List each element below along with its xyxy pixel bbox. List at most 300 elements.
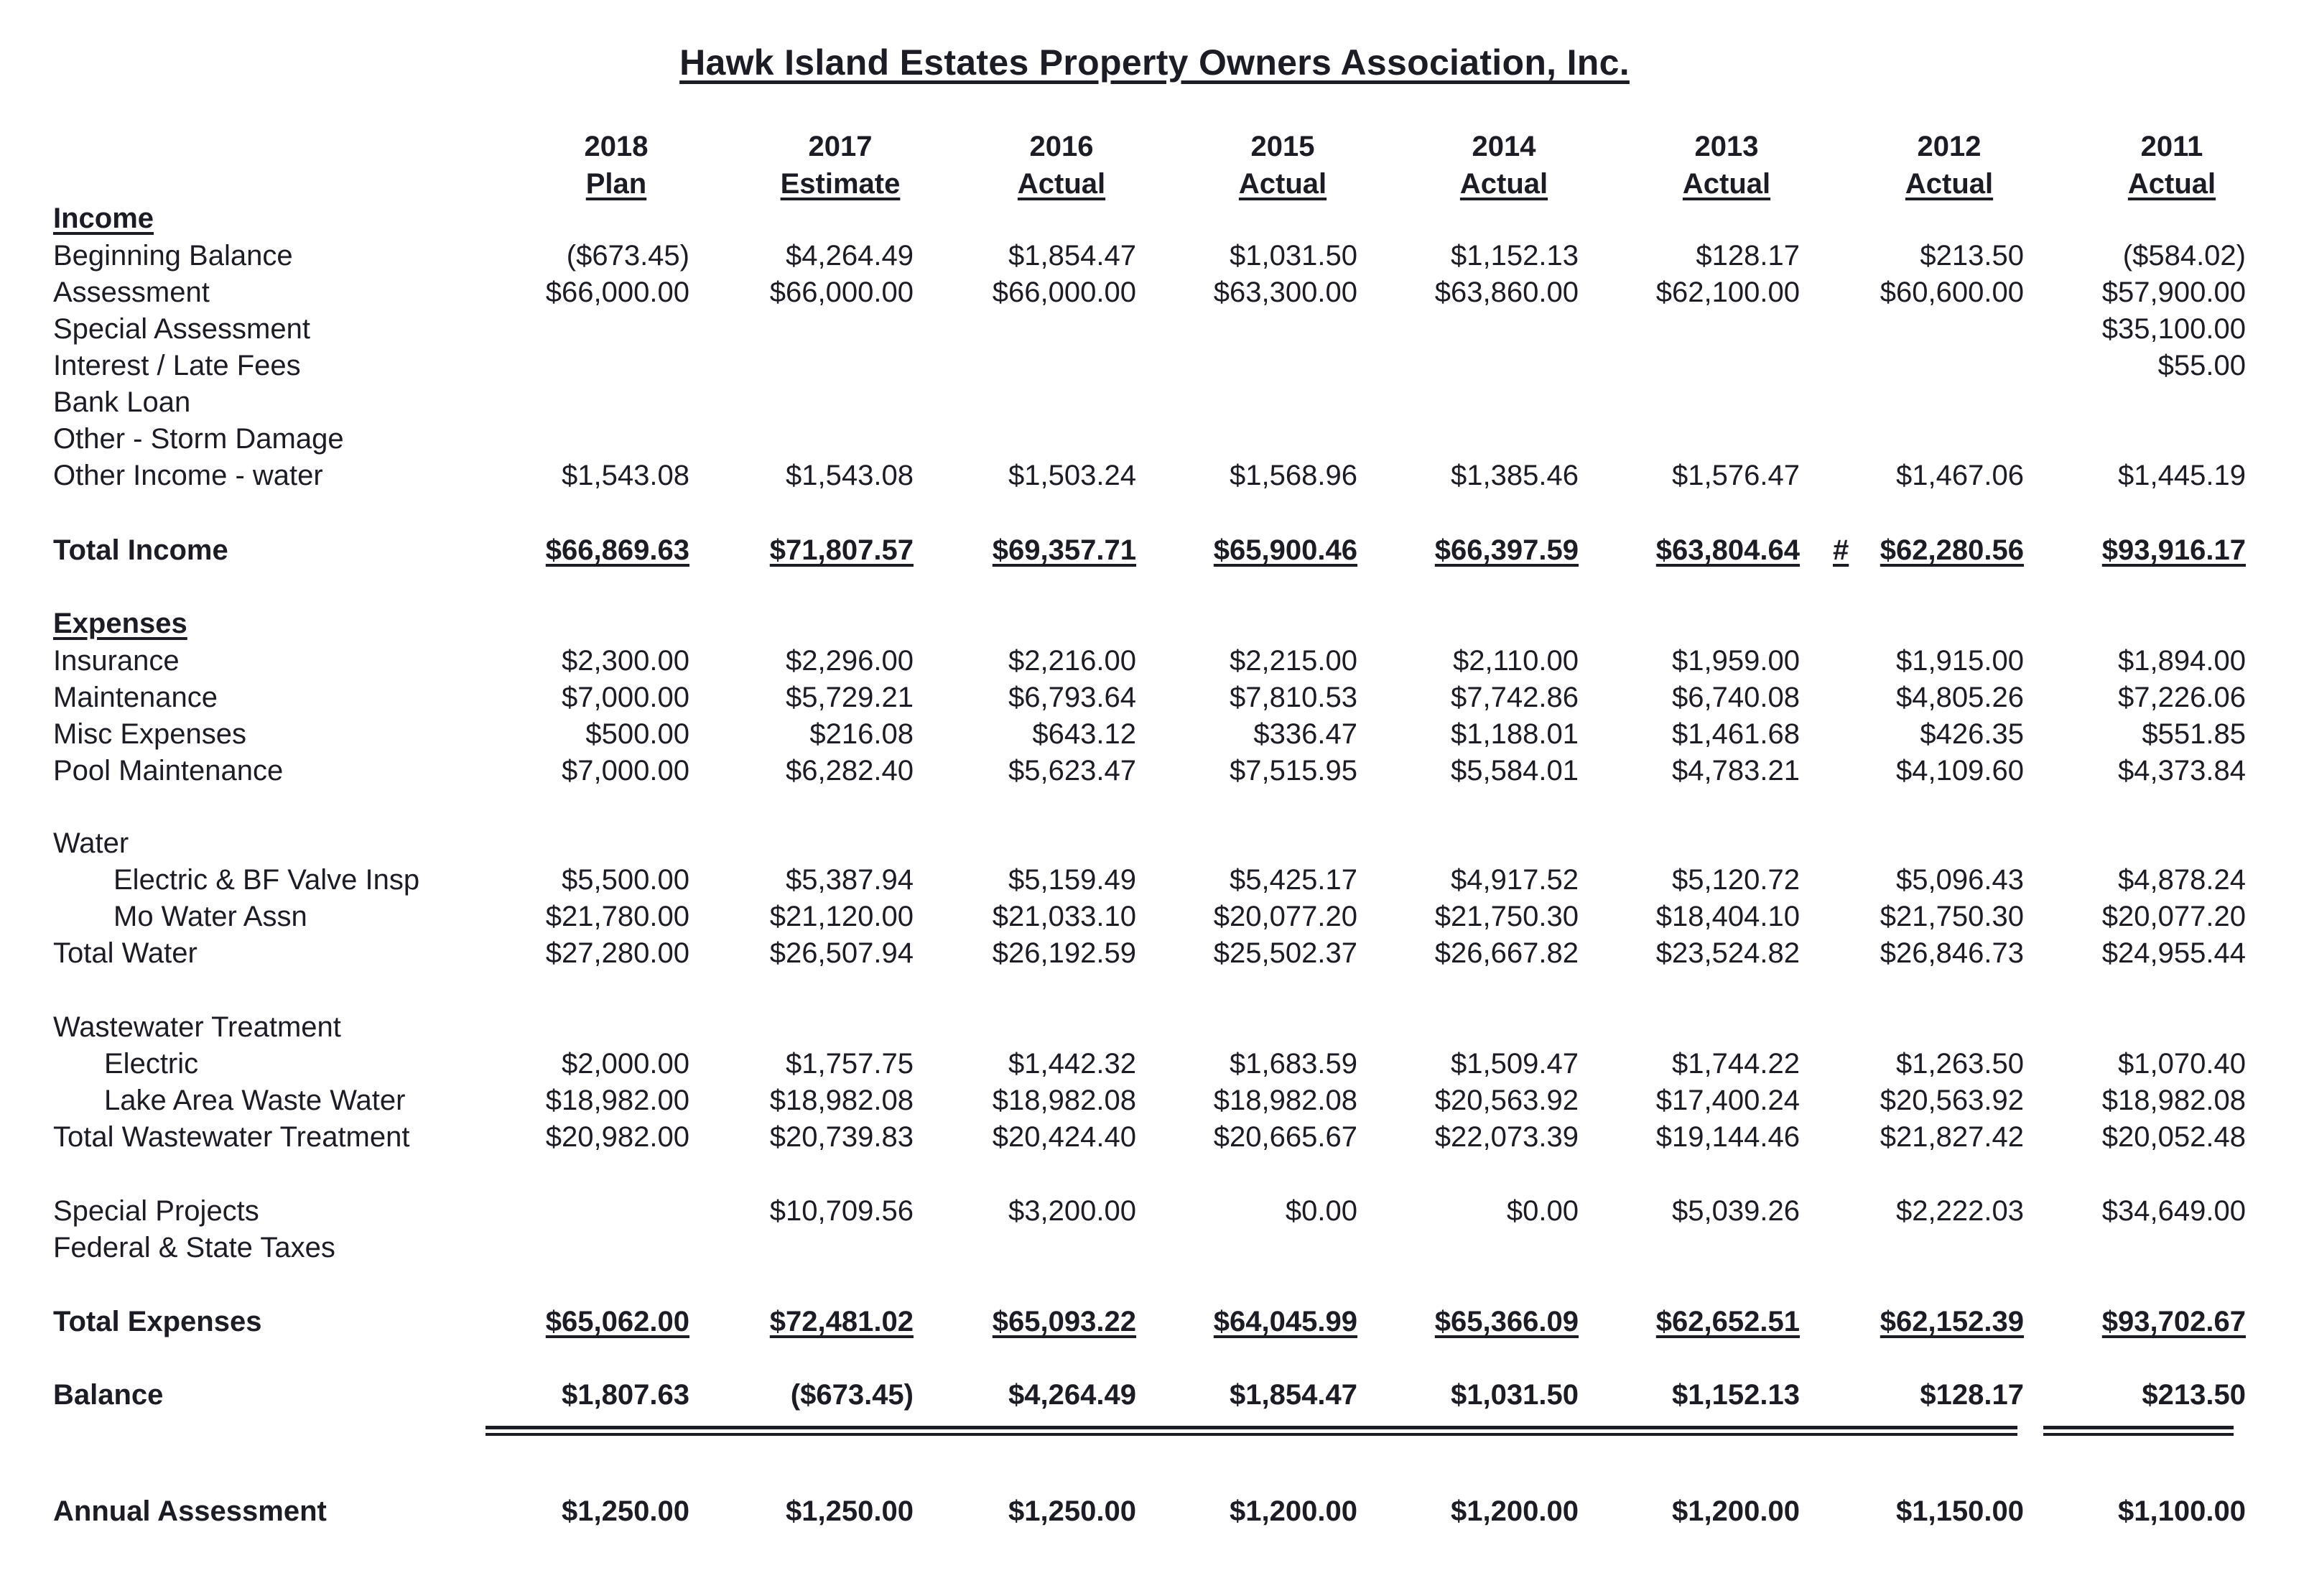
row-label: Total Wastewater Treatment xyxy=(53,1121,410,1153)
cell-2013 xyxy=(1570,752,1800,789)
row-label: Insurance xyxy=(53,645,180,677)
cell-value: $17,400.24 xyxy=(1655,1085,1800,1116)
cell-value: $65,093.22 xyxy=(992,1306,1136,1337)
cell-value: $1,543.08 xyxy=(562,460,689,491)
cell-2016 xyxy=(906,1376,1136,1414)
cell-2018 xyxy=(460,532,689,569)
cell-value: $5,425.17 xyxy=(1230,864,1357,896)
cell-2016 xyxy=(906,1082,1136,1119)
cell-value: $21,120.00 xyxy=(769,901,914,932)
cell-value: $34,649.00 xyxy=(2101,1195,2246,1227)
cell-value: $7,742.86 xyxy=(1451,682,1579,713)
row-label: Interest / Late Fees xyxy=(53,350,301,381)
cell-2011 xyxy=(2016,898,2246,935)
cell-value: $5,159.49 xyxy=(1008,864,1136,896)
cell-2015 xyxy=(1128,861,1357,899)
column-year: 2015 xyxy=(1250,131,1315,162)
cell-2013 xyxy=(1570,1118,1800,1156)
column-header-2014 xyxy=(1411,128,1597,203)
cell-value: $20,077.20 xyxy=(2101,901,2246,932)
cell-2017 xyxy=(684,237,914,274)
cell-2017 xyxy=(684,274,914,311)
cell-2016 xyxy=(906,457,1136,494)
section-heading-water xyxy=(0,825,2309,862)
cell-value: $66,869.63 xyxy=(545,534,689,566)
cell-value: $18,982.08 xyxy=(1213,1085,1357,1116)
cell-2011 xyxy=(2016,1045,2246,1082)
section-heading: Water xyxy=(53,827,129,859)
cell-2018 xyxy=(460,1376,689,1414)
cell-value: $18,982.08 xyxy=(769,1085,914,1116)
cell-value: $0.00 xyxy=(1285,1195,1357,1227)
cell-2011 xyxy=(2016,457,2246,494)
cell-value: $57,900.00 xyxy=(2101,277,2246,308)
cell-value: $27,280.00 xyxy=(545,937,689,969)
cell-value: $63,860.00 xyxy=(1434,277,1579,308)
column-year: 2018 xyxy=(584,131,649,162)
table-row-electric xyxy=(0,1045,2309,1082)
cell-2014 xyxy=(1349,1303,1579,1340)
cell-2014 xyxy=(1349,532,1579,569)
cell-value: $1,031.50 xyxy=(1230,240,1357,272)
cell-value: $5,096.43 xyxy=(1896,864,2024,896)
cell-value: $1,509.47 xyxy=(1451,1048,1579,1080)
column-year: 2013 xyxy=(1694,131,1759,162)
cell-value: $7,000.00 xyxy=(562,755,689,787)
cell-value: $1,152.13 xyxy=(1451,240,1579,272)
cell-2015 xyxy=(1128,679,1357,716)
table-row-interest-late-fees xyxy=(0,347,2309,384)
cell-2012 xyxy=(1794,532,2024,569)
cell-2013 xyxy=(1570,1303,1800,1340)
cell-value: $1,385.46 xyxy=(1451,460,1579,491)
cell-2012 xyxy=(1794,1045,2024,1082)
cell-value: $643.12 xyxy=(1032,718,1136,750)
cell-2013 xyxy=(1570,1192,1800,1230)
cell-value: $62,280.56 xyxy=(1880,534,2024,566)
cell-2017 xyxy=(684,679,914,716)
cell-value: $5,120.72 xyxy=(1672,864,1800,896)
cell-2015 xyxy=(1128,274,1357,311)
cell-value: $1,757.75 xyxy=(786,1048,914,1080)
cell-2014 xyxy=(1349,1192,1579,1230)
cell-2011 xyxy=(2016,274,2246,311)
cell-2017 xyxy=(684,1493,914,1530)
cell-2017 xyxy=(684,934,914,972)
cell-value: $1,200.00 xyxy=(1451,1495,1579,1527)
column-header-2016 xyxy=(968,128,1155,203)
cell-value: $1,200.00 xyxy=(1230,1495,1357,1527)
cell-value: $1,467.06 xyxy=(1896,460,2024,491)
cell-value: $336.47 xyxy=(1253,718,1357,750)
row-label: Electric & BF Valve Insp xyxy=(113,864,420,896)
table-row-total-expenses xyxy=(0,1303,2309,1340)
cell-2016 xyxy=(906,715,1136,753)
column-type: Plan xyxy=(585,168,647,200)
document-title: Hawk Island Estates Property Owners Association, Inc. xyxy=(679,42,1630,83)
cell-value: $216.08 xyxy=(809,718,914,750)
cell-value: $551.85 xyxy=(2142,718,2246,750)
cell-value: $2,000.00 xyxy=(562,1048,689,1080)
cell-2016 xyxy=(906,861,1136,899)
cell-value: $65,062.00 xyxy=(545,1306,689,1337)
cell-value: $66,000.00 xyxy=(769,277,914,308)
cell-value: $62,100.00 xyxy=(1655,277,1800,308)
cell-value: $7,000.00 xyxy=(562,682,689,713)
column-header-2018 xyxy=(523,128,710,203)
table-row-misc-expenses xyxy=(0,715,2309,753)
row-label: Pool Maintenance xyxy=(53,755,284,787)
cell-2011 xyxy=(2016,642,2246,679)
section-heading: Wastewater Treatment xyxy=(53,1011,341,1043)
cell-2014 xyxy=(1349,934,1579,972)
column-year: 2011 xyxy=(2140,131,2203,162)
column-header-2013 xyxy=(1633,128,1820,203)
cell-value: $1,188.01 xyxy=(1451,718,1579,750)
cell-2015 xyxy=(1128,1192,1357,1230)
cell-2014 xyxy=(1349,861,1579,899)
table-row-total-water xyxy=(0,934,2309,972)
cell-2018 xyxy=(460,679,689,716)
cell-2012 xyxy=(1794,1118,2024,1156)
cell-2013 xyxy=(1570,1045,1800,1082)
cell-2015 xyxy=(1128,715,1357,753)
cell-2013 xyxy=(1570,715,1800,753)
cell-2017 xyxy=(684,457,914,494)
cell-2014 xyxy=(1349,642,1579,679)
balance-double-underline-2011 xyxy=(2043,1426,2234,1429)
cell-value: $65,366.09 xyxy=(1434,1306,1579,1337)
row-label: Total Expenses xyxy=(53,1306,262,1337)
table-row-mo-water-assn xyxy=(0,898,2309,935)
cell-value: $18,404.10 xyxy=(1655,901,1800,932)
section-heading: Income xyxy=(53,203,154,234)
cell-value: $1,461.68 xyxy=(1672,718,1800,750)
cell-2016 xyxy=(906,642,1136,679)
cell-value: $21,827.42 xyxy=(1880,1121,2024,1153)
cell-value: $7,810.53 xyxy=(1230,682,1357,713)
cell-value: $21,750.30 xyxy=(1434,901,1579,932)
table-row-electric-bf-valve-insp xyxy=(0,861,2309,899)
section-heading-expenses xyxy=(0,605,2309,642)
row-label: Lake Area Waste Water xyxy=(104,1085,406,1116)
table-row-federal-state-taxes xyxy=(0,1229,2309,1266)
cell-value: $2,222.03 xyxy=(1896,1195,2024,1227)
row-label: Maintenance xyxy=(53,682,218,713)
cell-value: $66,000.00 xyxy=(545,277,689,308)
cell-2014 xyxy=(1349,1045,1579,1082)
cell-2012 xyxy=(1794,1493,2024,1530)
cell-value: $66,397.59 xyxy=(1434,534,1579,566)
cell-2013 xyxy=(1570,642,1800,679)
cell-value: $128.17 xyxy=(1920,1379,2024,1411)
cell-value: $7,515.95 xyxy=(1230,755,1357,787)
cell-value: $6,740.08 xyxy=(1672,682,1800,713)
column-type: Actual xyxy=(1682,168,1771,200)
cell-2014 xyxy=(1349,1082,1579,1119)
cell-value: $21,750.30 xyxy=(1880,901,2024,932)
cell-value: $4,264.49 xyxy=(786,240,914,272)
cell-2016 xyxy=(906,898,1136,935)
cell-value: $4,264.49 xyxy=(1008,1379,1136,1411)
cell-2016 xyxy=(906,1192,1136,1230)
cell-2012 xyxy=(1794,1192,2024,1230)
cell-2017 xyxy=(684,532,914,569)
column-type: Actual xyxy=(1905,168,1994,200)
cell-value: $20,739.83 xyxy=(769,1121,914,1153)
cell-2017 xyxy=(684,861,914,899)
cell-value: $4,109.60 xyxy=(1896,755,2024,787)
cell-value: $62,152.39 xyxy=(1880,1306,2024,1337)
annotation-mark: # xyxy=(1833,534,1849,566)
cell-value: ($584.02) xyxy=(2122,240,2246,272)
cell-value: $3,200.00 xyxy=(1008,1195,1136,1227)
cell-value: $5,623.47 xyxy=(1008,755,1136,787)
cell-value: $71,807.57 xyxy=(769,534,914,566)
row-label: Other - Storm Damage xyxy=(53,423,344,455)
cell-value: ($673.45) xyxy=(790,1379,914,1411)
column-year: 2016 xyxy=(1029,131,1094,162)
column-header-2011 xyxy=(2078,128,2265,203)
cell-2016 xyxy=(906,1045,1136,1082)
cell-value: $5,387.94 xyxy=(786,864,914,896)
table-row-bank-loan xyxy=(0,384,2309,421)
cell-value: $128.17 xyxy=(1696,240,1800,272)
cell-2014 xyxy=(1349,457,1579,494)
cell-value: $1,250.00 xyxy=(562,1495,689,1527)
cell-2015 xyxy=(1128,457,1357,494)
cell-2016 xyxy=(906,237,1136,274)
cell-value: $26,192.59 xyxy=(992,937,1136,969)
table-row-maintenance xyxy=(0,679,2309,716)
cell-2013 xyxy=(1570,679,1800,716)
cell-2011 xyxy=(2016,1082,2246,1119)
cell-2017 xyxy=(684,1082,914,1119)
cell-2018 xyxy=(460,1493,689,1530)
cell-2012 xyxy=(1794,457,2024,494)
cell-2018 xyxy=(460,715,689,753)
cell-value: $5,039.26 xyxy=(1672,1195,1800,1227)
cell-2015 xyxy=(1128,1118,1357,1156)
cell-2018 xyxy=(460,1045,689,1082)
cell-2016 xyxy=(906,1118,1136,1156)
cell-2011 xyxy=(2016,861,2246,899)
cell-2015 xyxy=(1128,1303,1357,1340)
table-row-balance xyxy=(0,1376,2309,1414)
cell-value: $5,500.00 xyxy=(562,864,689,896)
table-row-other-income-water xyxy=(0,457,2309,494)
cell-2012 xyxy=(1794,642,2024,679)
cell-2013 xyxy=(1570,274,1800,311)
row-label: Assessment xyxy=(53,277,210,308)
column-type: Actual xyxy=(2127,168,2216,200)
row-label: Federal & State Taxes xyxy=(53,1232,335,1263)
cell-value: $24,955.44 xyxy=(2101,937,2246,969)
cell-value: $2,300.00 xyxy=(562,645,689,677)
cell-2015 xyxy=(1128,1376,1357,1414)
table-row-other-storm-damage xyxy=(0,420,2309,458)
balance-double-underline xyxy=(486,1433,2017,1436)
row-label: Special Projects xyxy=(53,1195,259,1227)
column-header-2017 xyxy=(747,128,934,203)
table-row-special-assessment xyxy=(0,310,2309,348)
cell-value: $4,917.52 xyxy=(1451,864,1579,896)
cell-2017 xyxy=(684,715,914,753)
row-label: Beginning Balance xyxy=(53,240,293,272)
cell-value: $25,502.37 xyxy=(1213,937,1357,969)
cell-value: $1,250.00 xyxy=(786,1495,914,1527)
table-row-insurance xyxy=(0,642,2309,679)
column-type: Actual xyxy=(1238,168,1327,200)
cell-value: $20,982.00 xyxy=(545,1121,689,1153)
cell-value: $1,894.00 xyxy=(2118,645,2246,677)
cell-value: $5,584.01 xyxy=(1451,755,1579,787)
cell-value: $1,959.00 xyxy=(1672,645,1800,677)
cell-value: $72,481.02 xyxy=(769,1306,914,1337)
cell-2017 xyxy=(684,1045,914,1082)
balance-double-underline-2011 xyxy=(2043,1433,2234,1436)
table-row-annual-assessment xyxy=(0,1493,2309,1530)
cell-2011 xyxy=(2016,1118,2246,1156)
table-row-total-wastewater-treatment xyxy=(0,1118,2309,1156)
cell-value: $5,729.21 xyxy=(786,682,914,713)
cell-value: $26,846.73 xyxy=(1880,937,2024,969)
cell-value: $1,442.32 xyxy=(1008,1048,1136,1080)
cell-value: $22,073.39 xyxy=(1434,1121,1579,1153)
cell-2018 xyxy=(460,861,689,899)
cell-value: $21,033.10 xyxy=(992,901,1136,932)
cell-2014 xyxy=(1349,1493,1579,1530)
cell-value: $500.00 xyxy=(585,718,689,750)
cell-value: $1,543.08 xyxy=(786,460,914,491)
cell-2011 xyxy=(2016,1376,2246,1414)
cell-value: $18,982.00 xyxy=(545,1085,689,1116)
cell-2011 xyxy=(2016,347,2246,384)
cell-2012 xyxy=(1794,715,2024,753)
cell-2013 xyxy=(1570,532,1800,569)
cell-value: $2,296.00 xyxy=(786,645,914,677)
cell-2016 xyxy=(906,1303,1136,1340)
cell-value: $426.35 xyxy=(1920,718,2024,750)
cell-2011 xyxy=(2016,237,2246,274)
cell-2011 xyxy=(2016,1493,2246,1530)
cell-value: $1,445.19 xyxy=(2118,460,2246,491)
row-label: Total Income xyxy=(53,534,228,566)
cell-value: $7,226.06 xyxy=(2118,682,2246,713)
cell-value: $64,045.99 xyxy=(1213,1306,1357,1337)
cell-2013 xyxy=(1570,934,1800,972)
cell-value: $20,424.40 xyxy=(992,1121,1136,1153)
row-label: Balance xyxy=(53,1379,164,1411)
column-type: Actual xyxy=(1017,168,1106,200)
cell-2013 xyxy=(1570,1376,1800,1414)
cell-2014 xyxy=(1349,237,1579,274)
cell-value: $2,215.00 xyxy=(1230,645,1357,677)
cell-value: $4,805.26 xyxy=(1896,682,2024,713)
cell-value: $63,804.64 xyxy=(1655,534,1800,566)
cell-2016 xyxy=(906,274,1136,311)
cell-2017 xyxy=(684,898,914,935)
row-label: Total Water xyxy=(53,937,198,969)
cell-value: $66,000.00 xyxy=(992,277,1136,308)
cell-value: $1,152.13 xyxy=(1672,1379,1800,1411)
cell-2015 xyxy=(1128,934,1357,972)
cell-2016 xyxy=(906,752,1136,789)
column-header-2015 xyxy=(1189,128,1376,203)
section-heading-wastewater-treatment xyxy=(0,1008,2309,1046)
cell-2013 xyxy=(1570,457,1800,494)
column-year: 2012 xyxy=(1917,131,1982,162)
cell-2015 xyxy=(1128,642,1357,679)
cell-2015 xyxy=(1128,1082,1357,1119)
cell-value: $1,854.47 xyxy=(1008,240,1136,272)
column-year: 2017 xyxy=(808,131,873,162)
cell-value: $21,780.00 xyxy=(545,901,689,932)
cell-value: $26,507.94 xyxy=(769,937,914,969)
cell-2016 xyxy=(906,679,1136,716)
cell-2018 xyxy=(460,457,689,494)
cell-value: $20,563.92 xyxy=(1880,1085,2024,1116)
cell-value: $1,250.00 xyxy=(1008,1495,1136,1527)
cell-value: $20,077.20 xyxy=(1213,901,1357,932)
table-row-total-income xyxy=(0,532,2309,569)
cell-value: $93,916.17 xyxy=(2101,534,2246,566)
cell-2017 xyxy=(684,1192,914,1230)
cell-2013 xyxy=(1570,861,1800,899)
cell-2018 xyxy=(460,1303,689,1340)
cell-2013 xyxy=(1570,898,1800,935)
table-row-special-projects xyxy=(0,1192,2309,1230)
cell-value: $65,900.46 xyxy=(1213,534,1357,566)
cell-value: ($673.45) xyxy=(566,240,689,272)
cell-value: $6,282.40 xyxy=(786,755,914,787)
cell-2014 xyxy=(1349,1376,1579,1414)
cell-value: $4,783.21 xyxy=(1672,755,1800,787)
cell-value: $26,667.82 xyxy=(1434,937,1579,969)
cell-2012 xyxy=(1794,1303,2024,1340)
cell-2011 xyxy=(2016,532,2246,569)
cell-value: $55.00 xyxy=(2157,350,2246,381)
cell-2014 xyxy=(1349,274,1579,311)
cell-value: $20,563.92 xyxy=(1434,1085,1579,1116)
cell-value: $20,052.48 xyxy=(2101,1121,2246,1153)
cell-2014 xyxy=(1349,715,1579,753)
cell-2017 xyxy=(684,1376,914,1414)
cell-2014 xyxy=(1349,679,1579,716)
cell-2013 xyxy=(1570,1493,1800,1530)
cell-value: $35,100.00 xyxy=(2101,313,2246,345)
cell-2016 xyxy=(906,934,1136,972)
cell-2014 xyxy=(1349,752,1579,789)
cell-2016 xyxy=(906,1493,1136,1530)
cell-value: $1,503.24 xyxy=(1008,460,1136,491)
cell-value: $1,744.22 xyxy=(1672,1048,1800,1080)
table-row-pool-maintenance xyxy=(0,752,2309,789)
cell-2012 xyxy=(1794,237,2024,274)
cell-2018 xyxy=(460,1082,689,1119)
cell-value: $23,524.82 xyxy=(1655,937,1800,969)
cell-value: $213.50 xyxy=(1920,240,2024,272)
table-row-beginning-balance xyxy=(0,237,2309,274)
cell-2012 xyxy=(1794,679,2024,716)
cell-value: $1,031.50 xyxy=(1451,1379,1579,1411)
cell-2018 xyxy=(460,237,689,274)
cell-value: $69,357.71 xyxy=(992,534,1136,566)
cell-2013 xyxy=(1570,1082,1800,1119)
row-label: Misc Expenses xyxy=(53,718,246,750)
cell-value: $2,110.00 xyxy=(1453,645,1579,677)
cell-value: $93,702.67 xyxy=(2101,1306,2246,1337)
